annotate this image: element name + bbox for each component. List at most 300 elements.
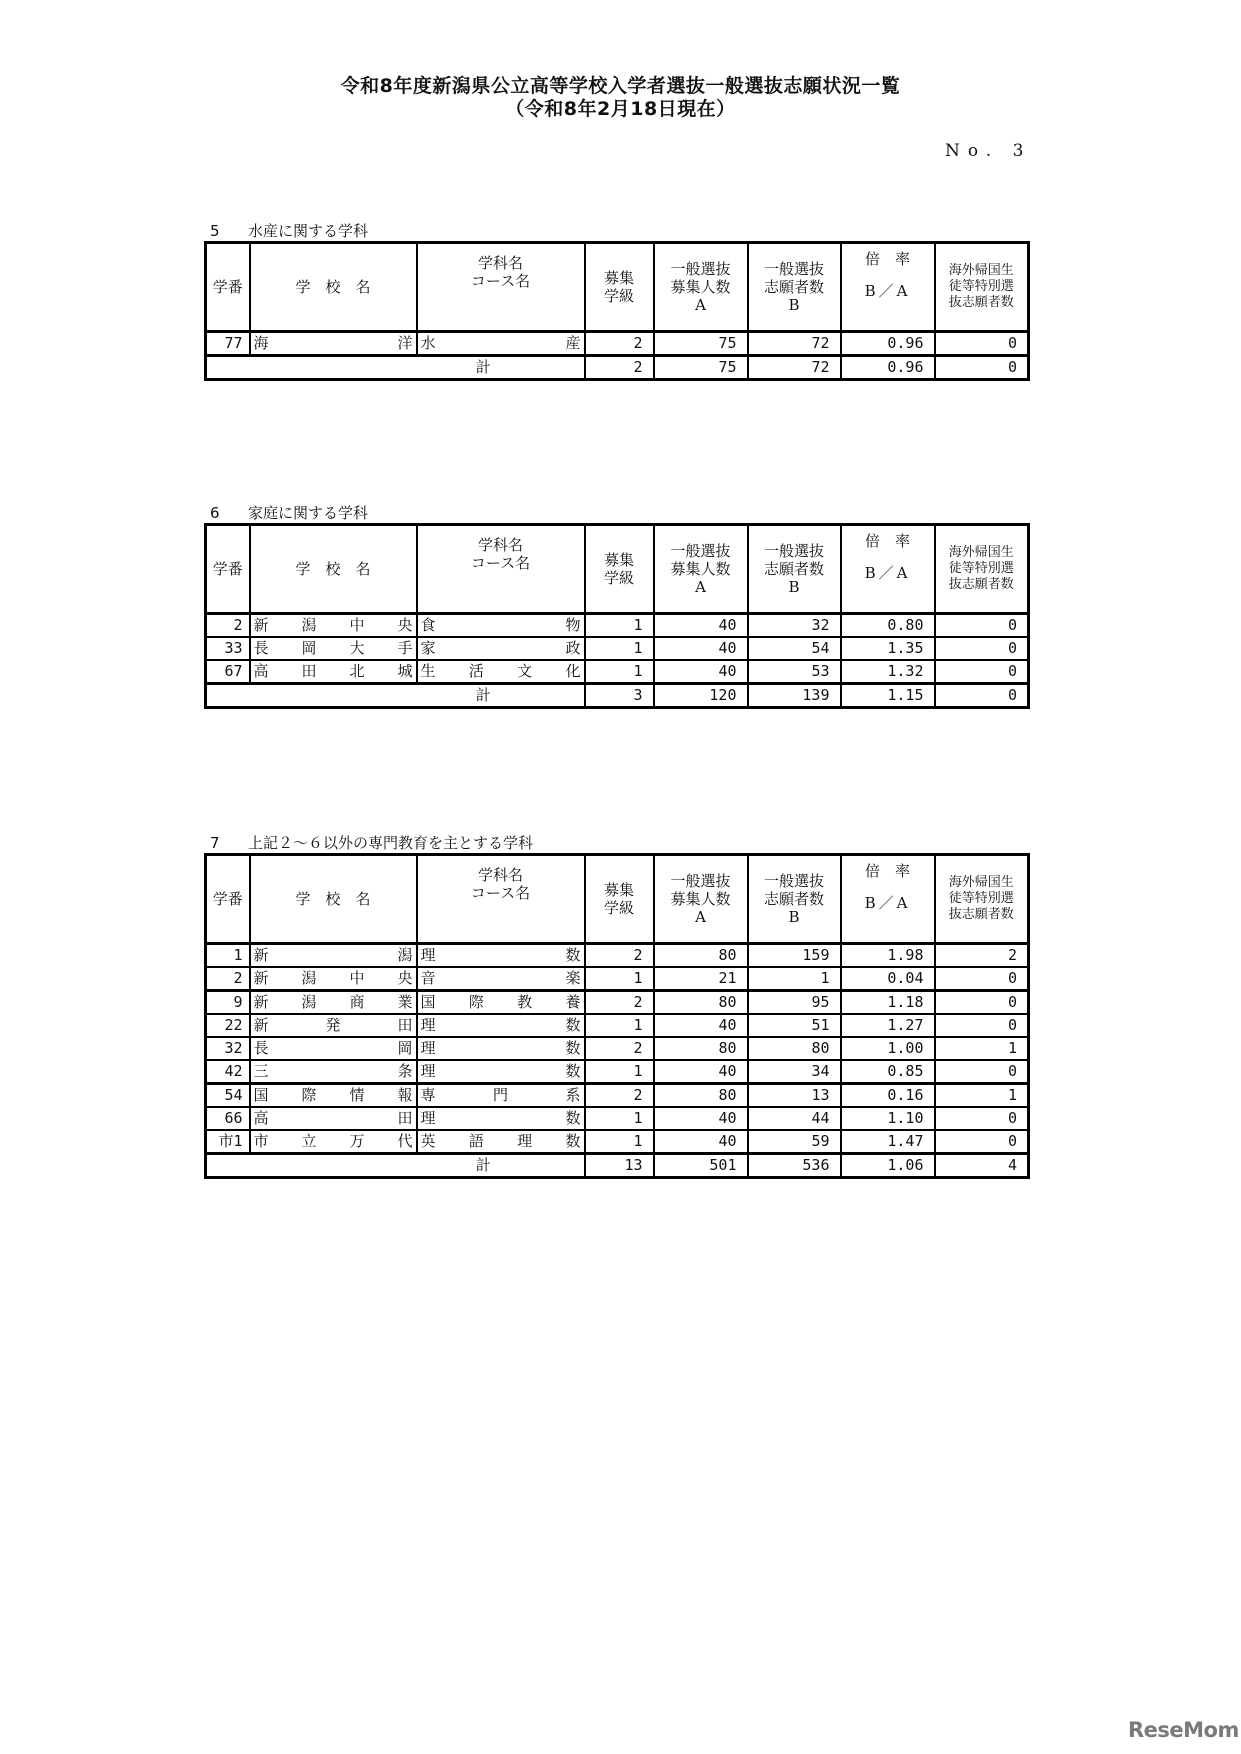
- ratio-cell: [841, 660, 935, 684]
- capacity-cell: [654, 1037, 748, 1060]
- applicants-cell: [748, 1060, 841, 1084]
- school-name-char: 新: [253, 616, 269, 634]
- col-header-ratio-line: 倍 率: [864, 532, 910, 550]
- ratio-value: 1.27: [887, 1016, 924, 1034]
- total-ratio-value: 1.15: [887, 686, 924, 704]
- school-id-cell: [206, 1060, 250, 1084]
- course-name-char: 数: [565, 1016, 581, 1034]
- ratio-value: 1.35: [887, 639, 924, 657]
- title-line-2: （令和8年2月18日現在）: [505, 98, 736, 120]
- returnee-cell: [935, 967, 1029, 991]
- school-name-char: 新: [253, 1016, 269, 1034]
- capacity-value: 80: [718, 946, 737, 964]
- section-number: 7: [210, 834, 220, 852]
- school-name: [254, 1015, 413, 1036]
- returnee-cell: [935, 332, 1029, 356]
- section-7-table: [204, 853, 1030, 1179]
- school-id-cell: [206, 944, 250, 968]
- school-name-char: 手: [397, 639, 413, 657]
- course-name-char: 理: [420, 1016, 436, 1034]
- school-name-cell: [250, 332, 417, 356]
- applicants-cell: [748, 614, 841, 638]
- classes-value: 1: [633, 969, 643, 987]
- resemom-watermark-logo: ReseMom: [1128, 1718, 1239, 1742]
- course-name: [421, 1108, 581, 1129]
- school-id-cell: [206, 991, 250, 1015]
- returnee-value: 0: [1007, 1062, 1017, 1080]
- course-name-char: 数: [565, 1109, 581, 1127]
- course-name: [421, 1131, 581, 1152]
- table-row: [206, 1084, 1029, 1108]
- col-header-capacity-line: A: [695, 578, 706, 596]
- ratio-cell: [841, 967, 935, 991]
- col-header-returnee-line: 徒等特別選: [948, 891, 1014, 906]
- col-header-applicants-line: 志願者数: [763, 560, 824, 578]
- school-name-char: 国: [253, 1086, 269, 1104]
- table-row: [206, 1130, 1029, 1154]
- col-header-ratio-line: 倍 率: [864, 250, 910, 268]
- total-applicants-cell: [748, 356, 841, 380]
- school-name-char: 田: [397, 1109, 413, 1127]
- applicants-cell: [748, 1037, 841, 1060]
- col-header-id-line: 学番: [212, 560, 243, 578]
- returnee-cell: [935, 637, 1029, 660]
- school-name-char: 中: [349, 969, 365, 987]
- school-name-char: 中: [349, 616, 365, 634]
- school-name-cell: [250, 637, 417, 660]
- applicants-value: 34: [811, 1062, 830, 1080]
- total-ratio-cell: [841, 1154, 935, 1178]
- ratio-value: 1.00: [887, 1039, 924, 1057]
- col-header-classes-line: 学級: [603, 287, 634, 305]
- col-header-returnee-line: 抜志願者数: [948, 295, 1014, 310]
- course-name-char: 理: [517, 1132, 533, 1150]
- col-header-returnee: [935, 525, 1029, 614]
- col-header-course-line: 学科名: [477, 866, 523, 884]
- school-name: [254, 1038, 413, 1059]
- school-name: [254, 638, 413, 659]
- classes-cell: [585, 1060, 654, 1084]
- ratio-value: 1.98: [887, 946, 924, 964]
- col-header-capacity-line: 募集人数: [670, 278, 731, 296]
- col-header-course-line: コース名: [470, 554, 531, 572]
- school-name-char: 洋: [397, 334, 413, 352]
- course-name-char: 際: [468, 993, 484, 1011]
- col-header-returnee-line: 徒等特別選: [948, 561, 1014, 576]
- school-name-char: 報: [397, 1086, 413, 1104]
- section-title: 家庭に関する学科: [248, 504, 369, 522]
- school-name-char: 潟: [301, 993, 317, 1011]
- capacity-cell: [654, 1014, 748, 1037]
- capacity-value: 40: [718, 639, 737, 657]
- school-name-char: 長: [253, 639, 269, 657]
- course-name-char: 物: [565, 616, 581, 634]
- course-name-char: 楽: [565, 969, 581, 987]
- school-name: [254, 945, 413, 966]
- applicants-cell: [748, 1107, 841, 1130]
- school-name-char: 岡: [397, 1039, 413, 1057]
- header-row: [206, 243, 1029, 332]
- classes-value: 1: [633, 616, 643, 634]
- applicants-value: 32: [811, 616, 830, 634]
- applicants-cell: [748, 332, 841, 356]
- returnee-value: 1: [1007, 1086, 1017, 1104]
- col-header-applicants: [748, 525, 841, 614]
- col-header-classes-line: 募集: [603, 269, 634, 287]
- total-label: 計: [475, 686, 491, 704]
- section-6-heading: [210, 504, 368, 522]
- school-name: [254, 992, 413, 1013]
- school-name-char: 高: [253, 1109, 269, 1127]
- col-header-applicants-line: B: [788, 296, 800, 314]
- col-header-id: [206, 855, 250, 944]
- course-name-char: 養: [565, 993, 581, 1011]
- total-returnee-value: 4: [1007, 1156, 1017, 1174]
- school-name-cell: [250, 1037, 417, 1060]
- school-name-cell: [250, 660, 417, 684]
- total-row: [206, 1154, 1029, 1178]
- ratio-value: 1.10: [887, 1109, 924, 1127]
- school-id: 66: [224, 1109, 243, 1127]
- course-name-char: 家: [420, 639, 436, 657]
- school-id: 9: [233, 993, 243, 1011]
- course-name-char: 理: [420, 1109, 436, 1127]
- applicants-cell: [748, 1130, 841, 1154]
- capacity-value: 40: [718, 662, 737, 680]
- school-name-char: 発: [325, 1016, 341, 1034]
- school-id: 2: [233, 969, 243, 987]
- total-returnee-value: 0: [1007, 686, 1017, 704]
- section-7-heading: [210, 834, 533, 852]
- capacity-cell: [654, 614, 748, 638]
- school-name-char: 万: [349, 1132, 365, 1150]
- course-name-char: 理: [420, 1039, 436, 1057]
- returnee-cell: [935, 1084, 1029, 1108]
- header-row: [206, 525, 1029, 614]
- col-header-school: [250, 525, 417, 614]
- total-applicants-cell: [748, 1154, 841, 1178]
- table-row: [206, 1060, 1029, 1084]
- course-name: [421, 968, 581, 989]
- school-id-cell: [206, 637, 250, 660]
- col-header-ratio-line: B／A: [864, 564, 911, 582]
- capacity-cell: [654, 991, 748, 1015]
- capacity-cell: [654, 1060, 748, 1084]
- school-name-char: 新: [253, 993, 269, 1011]
- col-header-ratio: [841, 855, 935, 944]
- ratio-value: 0.04: [887, 969, 924, 987]
- applicants-cell: [748, 991, 841, 1015]
- school-name-char: 条: [397, 1062, 413, 1080]
- applicants-value: 59: [811, 1132, 830, 1150]
- applicants-cell: [748, 1084, 841, 1108]
- ratio-value: 0.80: [887, 616, 924, 634]
- returnee-cell: [935, 1130, 1029, 1154]
- ratio-cell: [841, 1060, 935, 1084]
- section-number: 5: [210, 222, 220, 240]
- school-name-cell: [250, 1130, 417, 1154]
- classes-cell: [585, 1037, 654, 1060]
- total-ratio-cell: [841, 684, 935, 708]
- col-header-applicants-line: 一般選抜: [763, 542, 824, 560]
- col-header-capacity-line: 一般選抜: [670, 872, 731, 890]
- capacity-cell: [654, 1084, 748, 1108]
- school-name-cell: [250, 614, 417, 638]
- col-header-applicants-line: 一般選抜: [763, 260, 824, 278]
- classes-cell: [585, 1014, 654, 1037]
- school-id: 42: [224, 1062, 243, 1080]
- col-header-ratio: [841, 243, 935, 332]
- returnee-value: 0: [1007, 1016, 1017, 1034]
- applicants-value: 54: [811, 639, 830, 657]
- col-header-classes-line: 学級: [603, 899, 634, 917]
- course-name-cell: [417, 967, 585, 991]
- col-header-applicants: [748, 243, 841, 332]
- col-header-capacity: [654, 855, 748, 944]
- total-label-cell: [206, 356, 585, 380]
- col-header-id-line: 学番: [212, 890, 243, 908]
- course-name-char: 音: [420, 969, 436, 987]
- total-applicants-cell: [748, 684, 841, 708]
- school-name-char: 潟: [301, 969, 317, 987]
- title-line-1: 令和8年度新潟県公立高等学校入学者選抜一般選抜志願状況一覧: [340, 75, 901, 97]
- classes-value: 1: [633, 1109, 643, 1127]
- school-name: [254, 968, 413, 989]
- col-header-returnee-line: 海外帰国生: [948, 875, 1014, 890]
- school-id-cell: [206, 1107, 250, 1130]
- school-name-char: 際: [301, 1086, 317, 1104]
- course-name-char: 数: [565, 1039, 581, 1057]
- col-header-capacity-line: 募集人数: [670, 560, 731, 578]
- classes-cell: [585, 991, 654, 1015]
- document-title: [0, 75, 1241, 121]
- classes-value: 1: [633, 639, 643, 657]
- total-classes-cell: [585, 1154, 654, 1178]
- col-header-classes: [585, 525, 654, 614]
- school-name-cell: [250, 967, 417, 991]
- classes-cell: [585, 637, 654, 660]
- school-name-char: 立: [301, 1132, 317, 1150]
- course-name: [421, 661, 581, 682]
- ratio-cell: [841, 944, 935, 968]
- table-row: [206, 637, 1029, 660]
- col-header-ratio-line: 倍 率: [864, 862, 910, 880]
- school-id-cell: [206, 614, 250, 638]
- capacity-cell: [654, 1107, 748, 1130]
- school-name-char: 新: [253, 946, 269, 964]
- course-name-char: 語: [468, 1132, 484, 1150]
- total-capacity-value: 75: [718, 358, 737, 376]
- school-name: [254, 661, 413, 682]
- course-name-cell: [417, 614, 585, 638]
- course-name-cell: [417, 660, 585, 684]
- total-applicants-value: 72: [811, 358, 830, 376]
- school-name-char: 代: [397, 1132, 413, 1150]
- col-header-returnee-line: 海外帰国生: [948, 263, 1014, 278]
- course-name: [421, 333, 581, 354]
- returnee-cell: [935, 1060, 1029, 1084]
- col-header-id-line: 学番: [212, 278, 243, 296]
- col-header-applicants-line: 一般選抜: [763, 872, 824, 890]
- school-name: [254, 1108, 413, 1129]
- total-classes-cell: [585, 684, 654, 708]
- capacity-cell: [654, 944, 748, 968]
- capacity-cell: [654, 637, 748, 660]
- col-header-returnee-line: 海外帰国生: [948, 545, 1014, 560]
- course-name: [421, 1061, 581, 1082]
- returnee-cell: [935, 614, 1029, 638]
- school-name-char: 田: [397, 1016, 413, 1034]
- total-classes-value: 3: [633, 686, 643, 704]
- applicants-value: 13: [811, 1086, 830, 1104]
- classes-cell: [585, 1107, 654, 1130]
- section-5-table: [204, 241, 1030, 381]
- course-name: [421, 638, 581, 659]
- header-row: [206, 855, 1029, 944]
- classes-cell: [585, 660, 654, 684]
- classes-cell: [585, 944, 654, 968]
- applicants-value: 159: [802, 946, 830, 964]
- total-classes-value: 13: [624, 1156, 643, 1174]
- course-name-char: 英: [420, 1132, 436, 1150]
- capacity-cell: [654, 660, 748, 684]
- returnee-value: 0: [1007, 969, 1017, 987]
- capacity-value: 80: [718, 993, 737, 1011]
- applicants-value: 53: [811, 662, 830, 680]
- school-name-char: 商: [349, 993, 365, 1011]
- course-name-char: 文: [517, 662, 533, 680]
- total-classes-value: 2: [633, 358, 643, 376]
- col-header-classes-line: 募集: [603, 551, 634, 569]
- section-6-table: [204, 523, 1030, 709]
- returnee-cell: [935, 1107, 1029, 1130]
- classes-value: 2: [633, 993, 643, 1011]
- returnee-cell: [935, 1014, 1029, 1037]
- course-name-cell: [417, 1130, 585, 1154]
- applicants-value: 95: [811, 993, 830, 1011]
- total-row: [206, 684, 1029, 708]
- ratio-cell: [841, 991, 935, 1015]
- classes-value: 2: [633, 334, 643, 352]
- total-returnee-cell: [935, 356, 1029, 380]
- col-header-returnee-line: 徒等特別選: [948, 279, 1014, 294]
- section-title: 水産に関する学科: [248, 222, 369, 240]
- classes-value: 2: [633, 1039, 643, 1057]
- course-name: [421, 1085, 581, 1106]
- returnee-value: 0: [1007, 639, 1017, 657]
- course-name-char: 数: [565, 1062, 581, 1080]
- course-name-cell: [417, 991, 585, 1015]
- ratio-value: 0.85: [887, 1062, 924, 1080]
- ratio-cell: [841, 1084, 935, 1108]
- capacity-value: 40: [718, 1062, 737, 1080]
- returnee-value: 0: [1007, 662, 1017, 680]
- applicants-cell: [748, 660, 841, 684]
- table-row: [206, 660, 1029, 684]
- course-name-char: 食: [420, 616, 436, 634]
- classes-value: 2: [633, 946, 643, 964]
- school-name: [254, 1131, 413, 1152]
- school-id: 1: [233, 946, 243, 964]
- capacity-value: 80: [718, 1039, 737, 1057]
- school-name-cell: [250, 1060, 417, 1084]
- applicants-value: 44: [811, 1109, 830, 1127]
- table-row: [206, 1037, 1029, 1060]
- course-name-cell: [417, 1037, 585, 1060]
- total-capacity-value: 120: [709, 686, 737, 704]
- course-name: [421, 992, 581, 1013]
- classes-value: 1: [633, 1062, 643, 1080]
- course-name-char: 理: [420, 946, 436, 964]
- school-id-cell: [206, 967, 250, 991]
- school-name-cell: [250, 1014, 417, 1037]
- col-header-course: [417, 855, 585, 944]
- returnee-cell: [935, 944, 1029, 968]
- school-name-char: 三: [253, 1062, 269, 1080]
- total-capacity-cell: [654, 356, 748, 380]
- col-header-classes: [585, 243, 654, 332]
- returnee-value: 0: [1007, 616, 1017, 634]
- school-id-cell: [206, 1130, 250, 1154]
- school-name-char: 北: [349, 662, 365, 680]
- ratio-cell: [841, 637, 935, 660]
- col-header-school-line: 学 校 名: [295, 890, 371, 908]
- course-name-char: 系: [565, 1086, 581, 1104]
- col-header-course: [417, 243, 585, 332]
- school-name: [254, 615, 413, 636]
- course-name-char: 政: [565, 639, 581, 657]
- applicants-value: 1: [820, 969, 830, 987]
- total-returnee-cell: [935, 684, 1029, 708]
- school-id: 2: [233, 616, 243, 634]
- school-name: [254, 1061, 413, 1082]
- school-id-cell: [206, 660, 250, 684]
- course-name-cell: [417, 944, 585, 968]
- total-applicants-value: 139: [802, 686, 830, 704]
- col-header-id: [206, 243, 250, 332]
- col-header-classes: [585, 855, 654, 944]
- total-applicants-value: 536: [802, 1156, 830, 1174]
- school-name-char: 高: [253, 662, 269, 680]
- returnee-cell: [935, 660, 1029, 684]
- classes-cell: [585, 614, 654, 638]
- col-header-applicants-line: B: [788, 578, 800, 596]
- col-header-capacity-line: 募集人数: [670, 890, 731, 908]
- school-name-char: 城: [397, 662, 413, 680]
- classes-value: 1: [633, 1016, 643, 1034]
- col-header-id: [206, 525, 250, 614]
- total-label-cell: [206, 684, 585, 708]
- applicants-value: 72: [811, 334, 830, 352]
- col-header-course-line: コース名: [470, 272, 531, 290]
- applicants-cell: [748, 944, 841, 968]
- ratio-value: 0.16: [887, 1086, 924, 1104]
- course-name-cell: [417, 1107, 585, 1130]
- applicants-cell: [748, 967, 841, 991]
- course-name: [421, 1015, 581, 1036]
- course-name-char: 門: [492, 1086, 508, 1104]
- school-id: 32: [224, 1039, 243, 1057]
- capacity-value: 40: [718, 1109, 737, 1127]
- school-name-char: 情: [349, 1086, 365, 1104]
- ratio-cell: [841, 1130, 935, 1154]
- table-row: [206, 967, 1029, 991]
- course-name-char: 数: [565, 1132, 581, 1150]
- school-name-char: 岡: [301, 639, 317, 657]
- total-returnee-value: 0: [1007, 358, 1017, 376]
- total-capacity-cell: [654, 1154, 748, 1178]
- course-name-cell: [417, 332, 585, 356]
